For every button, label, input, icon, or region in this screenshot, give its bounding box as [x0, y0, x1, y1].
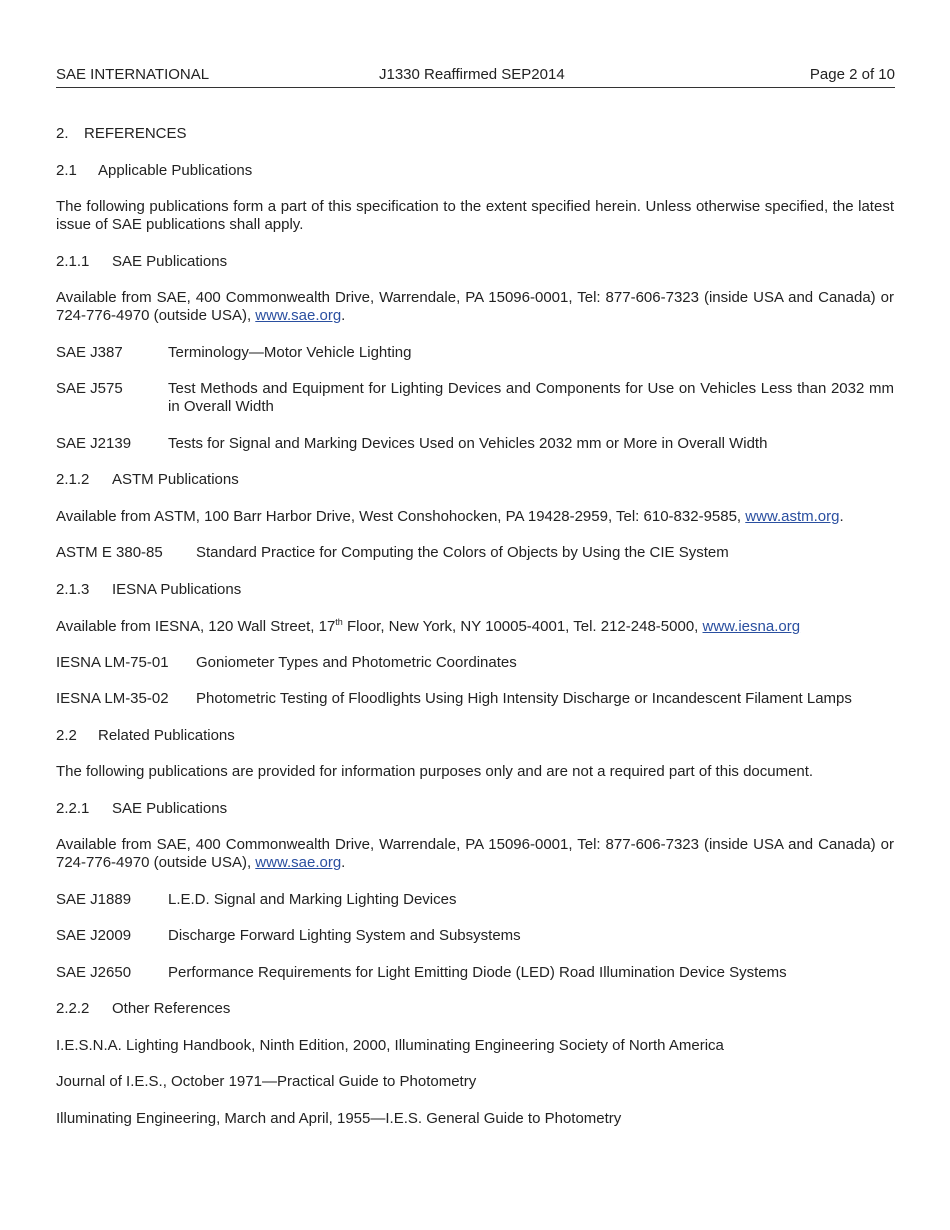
subsection-heading-2-2-2	[56, 1000, 894, 1018]
reference-code: SAE J1889	[56, 891, 132, 908]
page-header	[56, 66, 895, 88]
subsection-heading-2-1-2	[56, 471, 894, 489]
reference-entry	[56, 927, 894, 945]
subsection-title: Other References	[112, 1000, 231, 1017]
other-reference-item: Illuminating Engineering, March and April, 1955—I.E.S. General Guide to Photometry	[56, 1110, 622, 1127]
reference-code: IESNA LM-75-01	[56, 654, 169, 671]
reference-code: SAE J575	[56, 380, 123, 397]
subsection-number: 2.2.2	[56, 1000, 90, 1017]
section-heading-references	[56, 125, 894, 143]
subsection-number: 2.2.1	[56, 800, 90, 817]
section-title: REFERENCES	[84, 125, 187, 142]
availability-text: Available from SAE, 400 Commonwealth Drive, Warrendale, PA 15096-0001, Tel: 877-606-7323 (inside USA and Canada) or 724-776-4970 (outside USA),	[56, 836, 894, 871]
header-organization: SAE INTERNATIONAL	[56, 66, 210, 83]
subsection-number: 2.1	[56, 162, 77, 179]
availability-text-cont: Floor, New York, NY 10005-4001, Tel. 212-248-5000,	[342, 618, 703, 635]
reference-title: Tests for Signal and Marking Devices Used on Vehicles 2032 mm or More in Overall Width	[168, 435, 768, 452]
reference-code: SAE J387	[56, 344, 123, 361]
reference-entry	[56, 891, 894, 909]
reference-title: Standard Practice for Computing the Colors of Objects by Using the CIE System	[196, 544, 729, 561]
subsection-number: 2.1.1	[56, 253, 90, 270]
reference-title: Terminology—Motor Vehicle Lighting	[168, 344, 412, 361]
reference-entry	[56, 380, 894, 416]
subsection-heading-2-2-1	[56, 800, 894, 818]
subsection-number: 2.1.2	[56, 471, 90, 488]
subsection-heading-2-1-1	[56, 253, 894, 271]
iesna-website-link[interactable]: www.iesna.org	[702, 618, 801, 635]
paragraph-iesna-availability	[56, 618, 894, 636]
subsection-title: SAE Publications	[112, 800, 228, 817]
reference-title: Goniometer Types and Photometric Coordinates	[196, 654, 517, 671]
paragraph-applicable: The following publications form a part of this specification to the extent specified herein. Unless otherwise specified, the latest issue of SAE publications shall apply.	[56, 198, 894, 233]
subsection-title: ASTM Publications	[112, 471, 239, 488]
reference-title: L.E.D. Signal and Marking Lighting Devices	[168, 891, 457, 908]
reference-entry	[56, 344, 894, 362]
subsection-title: SAE Publications	[112, 253, 228, 270]
other-reference-item: Journal of I.E.S., October 1971—Practical Guide to Photometry	[56, 1073, 477, 1090]
paragraph-astm-availability: Available from ASTM, 100 Barr Harbor Drive, West Conshohocken, PA 19428-2959, Tel: 610-832-9585, www.astm.org.	[56, 508, 844, 525]
paragraph-sae-availability: Available from SAE, 400 Commonwealth Drive, Warrendale, PA 15096-0001, Tel: 877-606-7323 (inside USA and Canada) or 724-776-4970 (outside USA), www.sae.org.	[56, 289, 894, 324]
availability-text: Available from IESNA, 120 Wall Street, 17	[56, 618, 336, 635]
reference-entry	[56, 690, 894, 708]
availability-text: Available from ASTM, 100 Barr Harbor Drive, West Conshohocken, PA 19428-2959, Tel: 610-832-9585,	[56, 508, 746, 525]
ordinal-suffix: th	[335, 617, 343, 627]
subsection-heading-2-1-3	[56, 581, 894, 599]
subsection-number: 2.1.3	[56, 581, 90, 598]
reference-code: SAE J2139	[56, 435, 132, 452]
reference-code: ASTM E 380-85	[56, 544, 163, 561]
reference-entry	[56, 654, 894, 672]
availability-text: Available from SAE, 400 Commonwealth Drive, Warrendale, PA 15096-0001, Tel: 877-606-7323 (inside USA and Canada) or 724-776-4970 (outside USA),	[56, 289, 894, 324]
paragraph-related: The following publications are provided for information purposes only and are not a required part of this document.	[56, 763, 814, 780]
reference-code: IESNA LM-35-02	[56, 690, 169, 707]
reference-entry	[56, 964, 894, 982]
section-number: 2.	[56, 125, 69, 142]
sae-website-link[interactable]: www.sae.org	[255, 307, 342, 324]
header-document-id: J1330 Reaffirmed SEP2014	[379, 66, 565, 83]
subsection-number: 2.2	[56, 727, 77, 744]
subsection-title: Applicable Publications	[98, 162, 253, 179]
subsection-heading-2-1	[56, 162, 894, 180]
subsection-heading-2-2	[56, 727, 894, 745]
reference-code: SAE J2009	[56, 927, 132, 944]
reference-title: Test Methods and Equipment for Lighting Devices and Components for Use on Vehicles Less than 2032 mm in Overall Width	[168, 380, 894, 415]
reference-entry	[56, 544, 894, 562]
reference-code: SAE J2650	[56, 964, 132, 981]
other-reference-item: I.E.S.N.A. Lighting Handbook, Ninth Edition, 2000, Illuminating Engineering Society of North America	[56, 1037, 724, 1054]
reference-title: Discharge Forward Lighting System and Subsystems	[168, 927, 521, 944]
reference-entry	[56, 435, 894, 453]
paragraph-sae-availability-related: Available from SAE, 400 Commonwealth Drive, Warrendale, PA 15096-0001, Tel: 877-606-7323 (inside USA and Canada) or 724-776-4970 (outside USA), www.sae.org.	[56, 836, 894, 871]
reference-title: Photometric Testing of Floodlights Using High Intensity Discharge or Incandescent Filament Lamps	[196, 690, 852, 707]
sae-website-link[interactable]: www.sae.org	[255, 854, 342, 871]
astm-website-link[interactable]: www.astm.org	[745, 508, 840, 525]
reference-title: Performance Requirements for Light Emitting Diode (LED) Road Illumination Device Systems	[168, 964, 787, 981]
subsection-title: Related Publications	[98, 727, 235, 744]
subsection-title: IESNA Publications	[112, 581, 242, 598]
header-page-number: Page 2 of 10	[809, 66, 895, 83]
